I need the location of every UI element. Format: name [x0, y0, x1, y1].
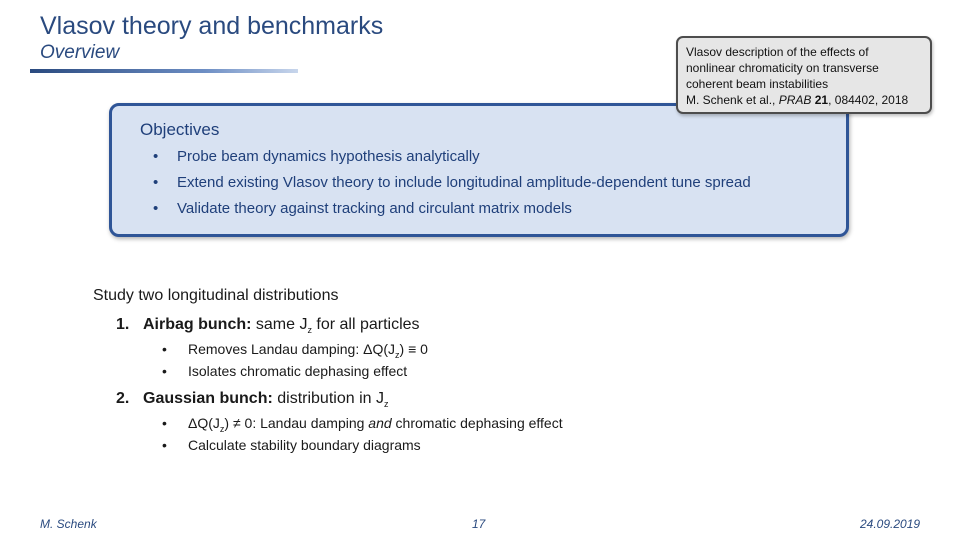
footer-page-number: 17	[472, 517, 486, 531]
gaussian-sublist	[162, 413, 563, 457]
slide-title: Vlasov theory and benchmarks	[40, 12, 384, 40]
bullet-icon: •	[162, 363, 167, 379]
gaussian-number: 2.	[116, 390, 130, 407]
title-underline	[30, 69, 298, 73]
airbag-desc-post: for all particles	[311, 316, 420, 333]
footer-author: M. Schenk	[40, 517, 97, 531]
gaussian-subitem: • Calculate stability boundary diagrams	[162, 437, 421, 453]
objective-item: • Probe beam dynamics hypothesis analytically	[153, 148, 480, 165]
slide-subtitle: Overview	[40, 42, 120, 63]
airbag-subitem: • Isolates chromatic dephasing effect	[162, 363, 408, 379]
reference-journal: PRAB	[778, 93, 812, 107]
airbag-desc-pre: same J	[251, 316, 308, 333]
reference-article: , 084402, 2018	[828, 93, 909, 107]
airbag-sublist	[162, 339, 428, 383]
objectives-list	[153, 147, 751, 225]
airbag-item	[116, 316, 420, 335]
bullet-icon: •	[162, 437, 167, 453]
gaussian-item	[116, 390, 388, 409]
reference-line-3: coherent beam instabilities	[686, 77, 829, 91]
reference-volume: 21	[814, 93, 829, 107]
gaussian-desc-pre: distribution in J	[272, 390, 384, 407]
bullet-icon: •	[162, 341, 167, 357]
airbag-desc-sub: z	[307, 325, 312, 336]
bullet-icon: •	[153, 174, 159, 191]
objective-item: • Extend existing Vlasov theory to include longitudinal amplitude-dependent tune spread	[153, 174, 751, 191]
airbag-number: 1.	[116, 316, 130, 333]
reference-authors: M. Schenk et al.,	[686, 93, 776, 107]
objectives-heading: Objectives	[140, 120, 220, 139]
airbag-subitem: • Removes Landau damping: $\Delta Q(J_z) \equiv 0$	[162, 341, 428, 360]
bullet-icon: •	[162, 415, 167, 431]
gaussian-desc-sub: z	[383, 399, 389, 410]
bullet-icon: •	[153, 200, 159, 217]
reference-line-1: Vlasov description of the effects of	[686, 45, 869, 59]
objective-item: • Validate theory against tracking and circulant matrix models	[153, 200, 572, 217]
reference-citation	[686, 92, 922, 108]
airbag-label: Airbag bunch:	[143, 316, 252, 333]
reference-box	[676, 36, 932, 114]
gaussian-subitem: • $\Delta Q(J_z) \ne 0$: Landau damping and chromatic dephasing effect	[162, 415, 563, 434]
bullet-icon: •	[153, 148, 159, 165]
gaussian-label: Gaussian bunch:	[143, 390, 273, 407]
reference-line-2: nonlinear chromaticity on transverse	[686, 61, 879, 75]
study-heading: Study two longitudinal distributions	[93, 287, 339, 304]
footer-date: 24.09.2019	[860, 517, 921, 531]
